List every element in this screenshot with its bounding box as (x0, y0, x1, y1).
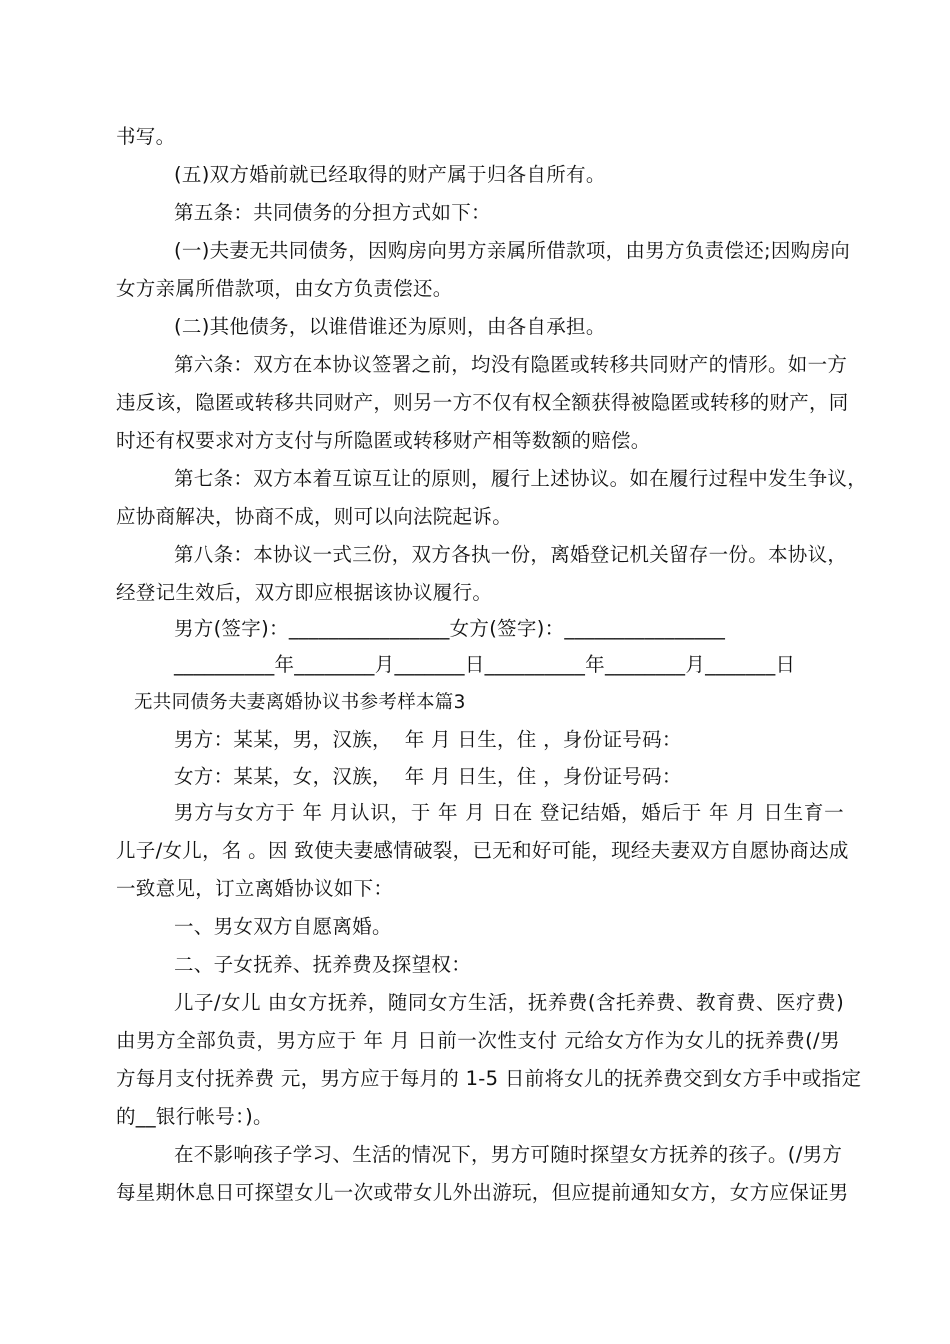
date-line: __________年________月_______日__________年________月_______日 (174, 653, 796, 676)
text-line: 违反该，隐匿或转移共同财产，则另一方不仅有权全额获得被隐匿或转移的财产，同 (116, 391, 849, 414)
text-line: 书写。 (116, 125, 176, 148)
text-line: 第七条：双方本着互谅互让的原则，履行上述协议。如在履行过程中发生争议， (174, 467, 868, 490)
text-line: 由男方全部负责，男方应于 年 月 日前一次性支付 元给女方作为女儿的抚养费(/男 (116, 1029, 840, 1052)
text-line: 在不影响孩子学习、生活的情况下，男方可随时探望女方抚养的孩子。(/男方 (174, 1143, 843, 1166)
clause-heading: 二、子女抚养、抚养费及探望权： (174, 953, 472, 976)
text-line: 时还有权要求对方支付与所隐匿或转移财产相等数额的赔偿。 (116, 429, 651, 452)
text-line: 女方亲属所借款项，由女方负责偿还。 (116, 277, 453, 300)
clause-heading: 一、男女双方自愿离婚。 (174, 915, 392, 938)
text-line: (二)其他债务，以谁借谁还为原则，由各自承担。 (174, 315, 606, 338)
text-line: 每星期休息日可探望女儿一次或带女儿外出游玩，但应提前通知女方，女方应保证男 (116, 1181, 849, 1204)
text-line: 应协商解决，协商不成，则可以向法院起诉。 (116, 505, 513, 528)
text-line: (五)双方婚前就已经取得的财产属于归各自所有。 (174, 163, 606, 186)
text-line: 一致意见，订立离婚协议如下： (116, 877, 394, 900)
section-title: 无共同债务夫妻离婚协议书参考样本篇3 (134, 692, 466, 713)
text-line: 儿子/女儿，名 。因 致使夫妻感情破裂，已无和好可能，现经夫妻双方自愿协商达成 (116, 839, 849, 862)
signature-line: 男方(签字)：________________女方(签字)：________________ (174, 617, 726, 640)
text-line: 经登记生效后，双方即应根据该协议履行。 (116, 581, 493, 604)
text-line: 的__银行帐号：)。 (116, 1105, 273, 1128)
article-heading: 第五条：共同债务的分担方式如下： (174, 201, 491, 224)
text-line: 第六条：双方在本协议签署之前，均没有隐匿或转移共同财产的情形。如一方 (174, 353, 848, 376)
text-line: 第八条：本协议一式三份，双方各执一份，离婚登记机关留存一份。本协议， (174, 543, 848, 566)
text-line: 儿子/女儿 由女方抚养，随同女方生活，抚养费(含托养费、教育费、医疗费) (174, 991, 844, 1014)
text-line: 方每月支付抚养费 元，男方应于每月的 1-5 日前将女儿的抚养费交到女方手中或指定 (116, 1067, 862, 1090)
text-line: (一)夫妻无共同债务，因购房向男方亲属所借款项，由男方负责偿还;因购房向 (174, 239, 851, 262)
text-line: 女方：某某，女，汉族， 年 月 日生，住 ，身份证号码： (174, 765, 682, 788)
text-line: 男方：某某，男，汉族， 年 月 日生，住 ，身份证号码： (174, 728, 682, 751)
text-line: 男方与女方于 年 月认识，于 年 月 日在 登记结婚，婚后于 年 月 日生育一 (174, 801, 844, 824)
